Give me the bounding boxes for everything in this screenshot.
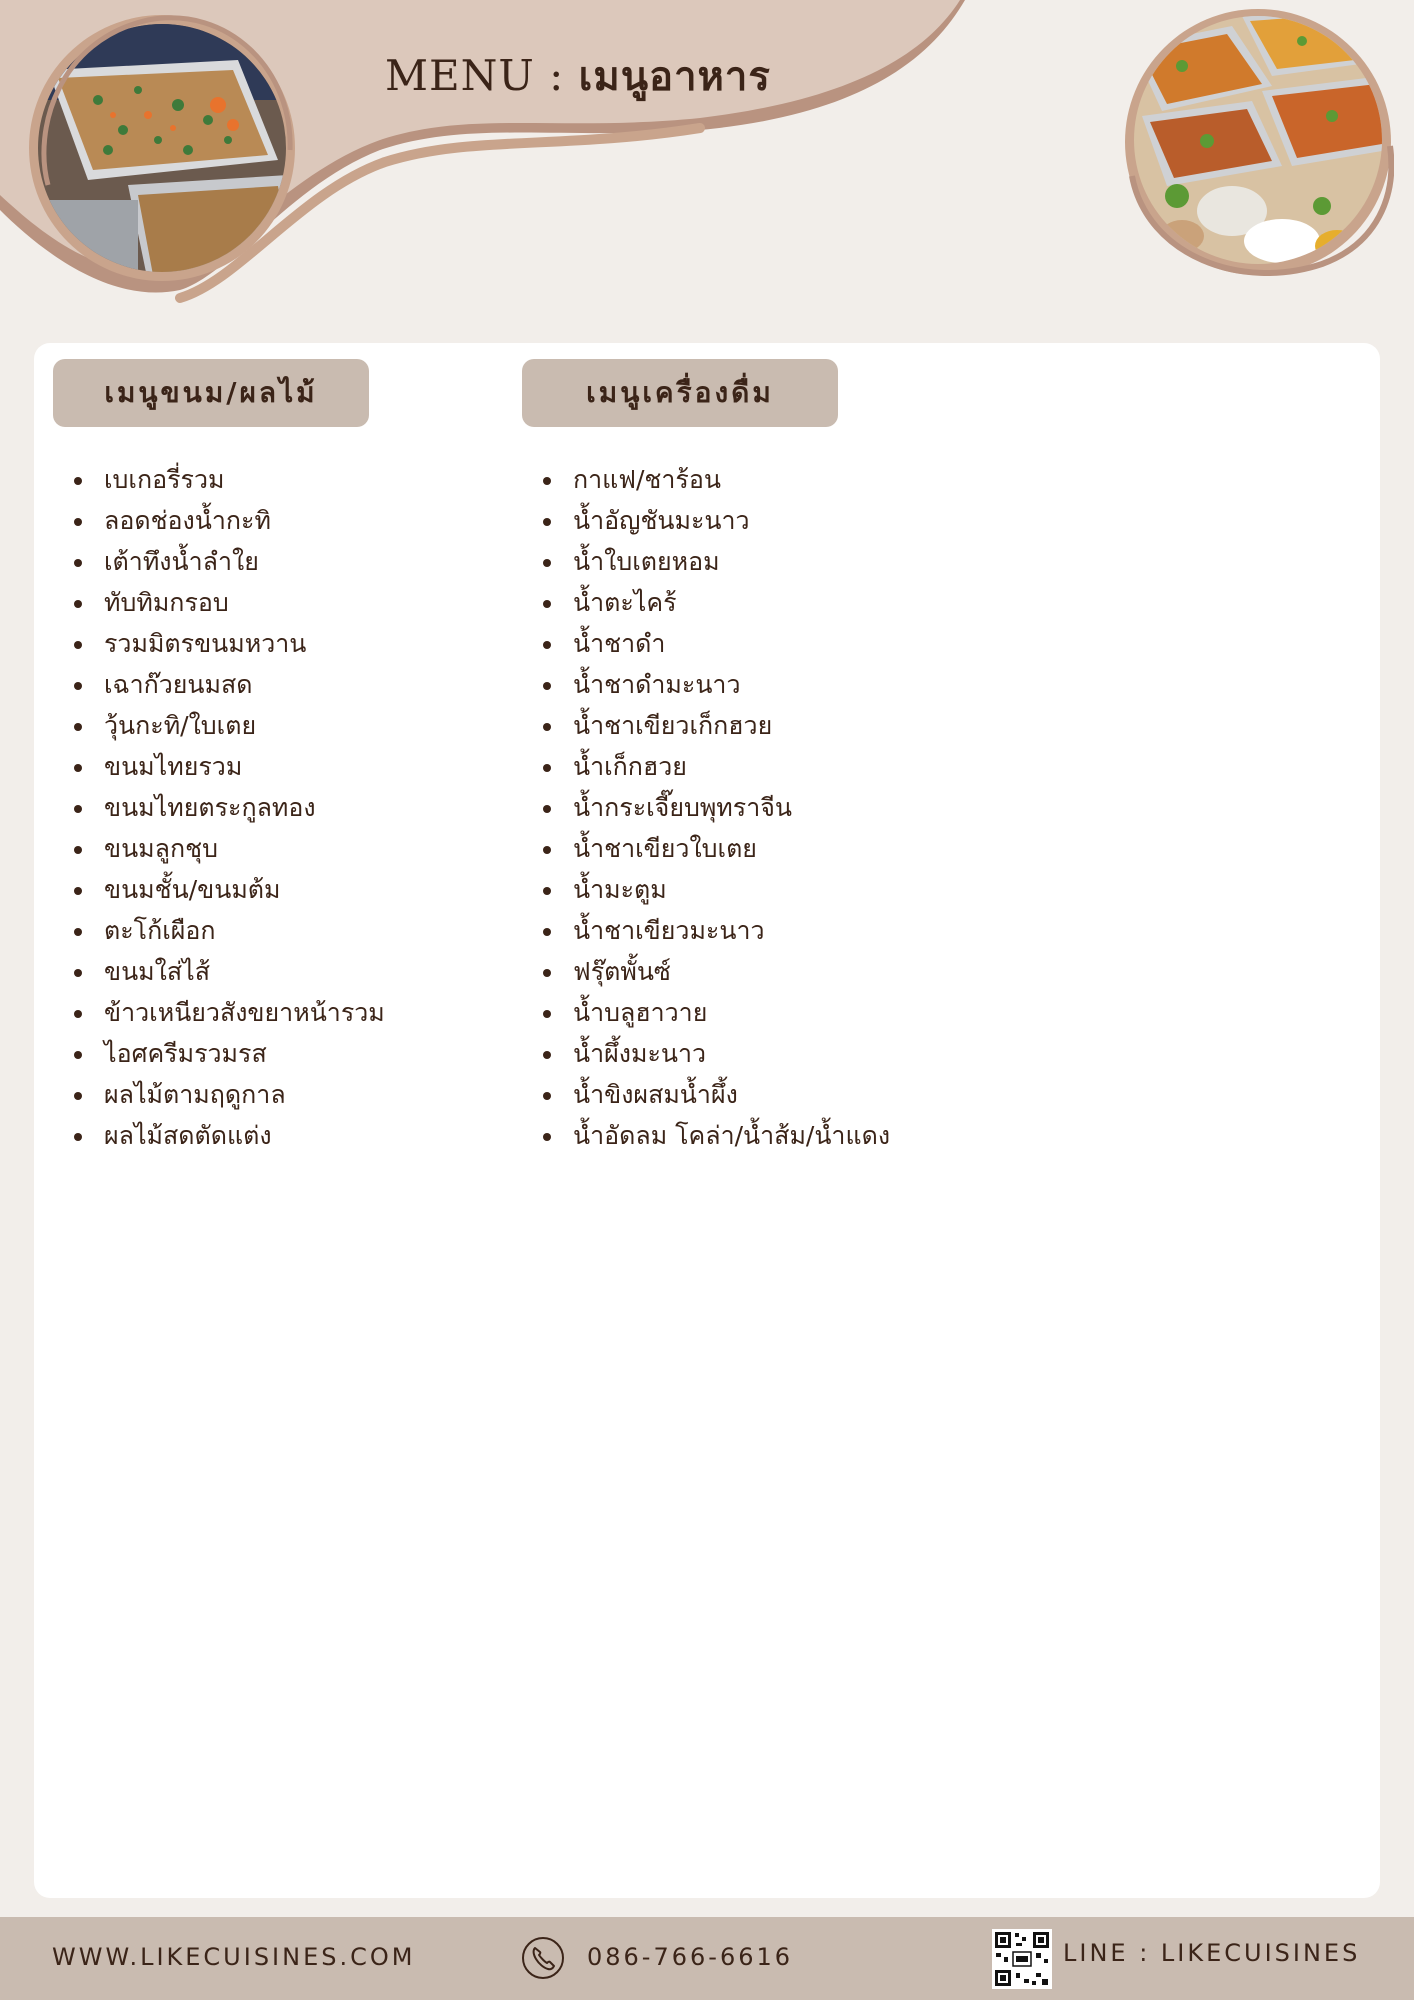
footer xyxy=(0,1917,1414,2000)
menu-item: ขนมไทยตระกูลทอง xyxy=(71,787,385,828)
dessert-menu-title: เมนูขนม/ผลไม้ xyxy=(53,359,369,427)
menu-item: น้ำเก็กฮวย xyxy=(540,746,890,787)
menu-item: กาแฟ/ชาร้อน xyxy=(540,459,890,500)
page-title: MENU : เมนูอาหาร xyxy=(385,51,771,100)
menu-item: น้ำบลูฮาวาย xyxy=(540,992,890,1033)
menu-item: น้ำชาเขียวใบเตย xyxy=(540,828,890,869)
food-tray-rice-icon xyxy=(28,10,300,282)
menu-item: น้ำชาเขียวเก็กฮวย xyxy=(540,705,890,746)
menu-item: น้ำชาดำ xyxy=(540,623,890,664)
menu-item: น้ำอัญชันมะนาว xyxy=(540,500,890,541)
menu-item: เฉาก๊วยนมสด xyxy=(71,664,385,705)
menu-item: น้ำอัดลม โคล่า/น้ำส้ม/น้ำแดง xyxy=(540,1115,890,1156)
line-id[interactable]: LINE : LIKECUISINES xyxy=(1063,1939,1361,1967)
buffet-trays-icon xyxy=(1122,6,1394,278)
dessert-menu-section xyxy=(53,359,385,1156)
menu-item: น้ำใบเตยหอม xyxy=(540,541,890,582)
menu-item: ลอดช่องน้ำกะทิ xyxy=(71,500,385,541)
drink-menu-list xyxy=(540,459,890,1156)
menu-item: เต้าทึงน้ำลำใย xyxy=(71,541,385,582)
menu-item: เบเกอรี่รวม xyxy=(71,459,385,500)
menu-item: ข้าวเหนียวสังขยาหน้ารวม xyxy=(71,992,385,1033)
menu-item: ฟรุ๊ตพั้นซ์ xyxy=(540,951,890,992)
phone-number[interactable]: 086-766-6616 xyxy=(587,1943,794,1971)
line-qr-code-icon[interactable] xyxy=(992,1929,1052,1989)
menu-item: น้ำมะตูม xyxy=(540,869,890,910)
menu-item: วุ้นกะทิ/ใบเตย xyxy=(71,705,385,746)
menu-item: ขนมใส่ไส้ xyxy=(71,951,385,992)
menu-item: น้ำกระเจี๊ยบพุทราจีน xyxy=(540,787,890,828)
menu-item: รวมมิตรขนมหวาน xyxy=(71,623,385,664)
drink-menu-section xyxy=(522,359,890,1156)
menu-item: น้ำขิงผสมน้ำผึ้ง xyxy=(540,1074,890,1115)
phone-icon xyxy=(520,1935,566,1981)
menu-item: ขนมชั้น/ขนมต้ม xyxy=(71,869,385,910)
menu-item: น้ำชาดำมะนาว xyxy=(540,664,890,705)
menu-item: ไอศครีมรวมรส xyxy=(71,1033,385,1074)
website-link[interactable]: WWW.LIKECUISINES.COM xyxy=(52,1943,416,1971)
menu-card xyxy=(34,343,1380,1898)
menu-item: น้ำชาเขียวมะนาว xyxy=(540,910,890,951)
menu-item: ผลไม้ตามฤดูกาล xyxy=(71,1074,385,1115)
dessert-menu-list xyxy=(71,459,385,1156)
menu-item: ผลไม้สดตัดแต่ง xyxy=(71,1115,385,1156)
menu-item: ขนมลูกชุบ xyxy=(71,828,385,869)
menu-item: ทับทิมกรอบ xyxy=(71,582,385,623)
drink-menu-title: เมนูเครื่องดื่ม xyxy=(522,359,838,427)
menu-item: น้ำผึ้งมะนาว xyxy=(540,1033,890,1074)
menu-item: ตะโก้เผือก xyxy=(71,910,385,951)
menu-item: น้ำตะไคร้ xyxy=(540,582,890,623)
menu-item: ขนมไทยรวม xyxy=(71,746,385,787)
